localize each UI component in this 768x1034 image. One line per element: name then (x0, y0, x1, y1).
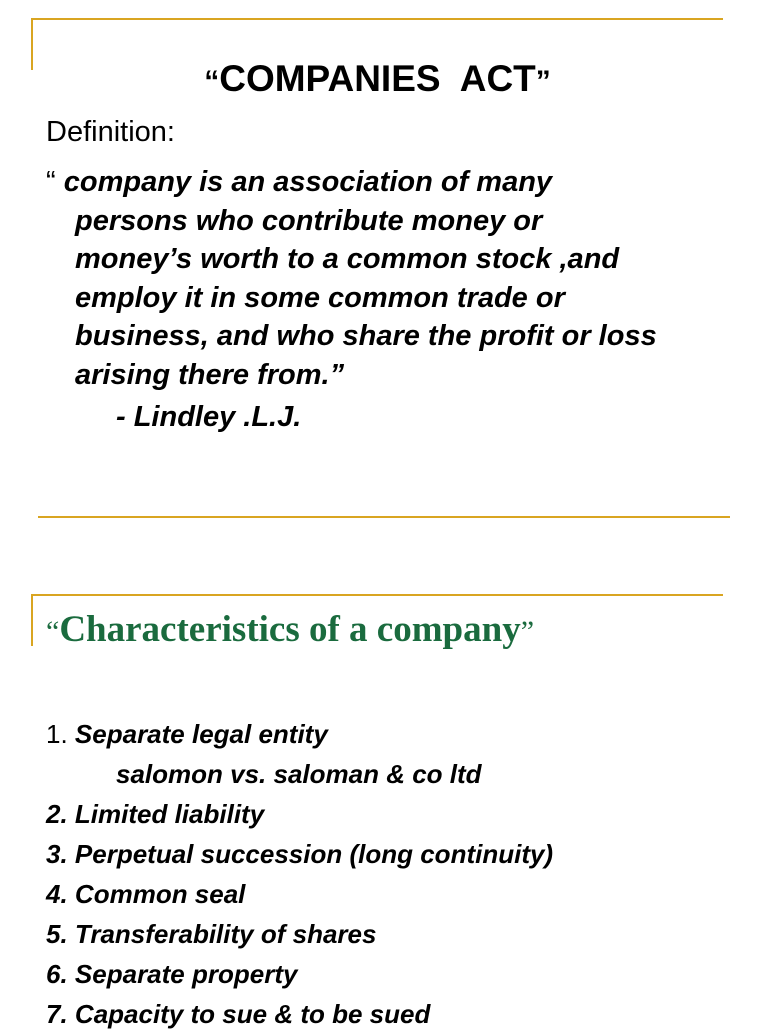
section-title-text: Characteristics of a company (59, 609, 521, 650)
list-item (46, 994, 553, 1034)
slide-border-top (31, 594, 723, 596)
list-item-text: Limited liability (67, 799, 265, 829)
characteristics-list (46, 714, 553, 1034)
list-item-text: Separate property (74, 959, 298, 989)
list-item-number: 5. (46, 919, 68, 949)
list-item-number: 4. (46, 879, 68, 909)
quote-line: business, and who share the profit or loss (75, 320, 657, 352)
page-title (0, 58, 755, 100)
title-close-quote: ” (535, 65, 551, 98)
quote-open-mark: “ (46, 166, 56, 198)
list-item-number: 1. (46, 719, 68, 749)
list-item (46, 794, 553, 834)
title-text: COMPANIES ACT (219, 58, 536, 99)
quote-line: money’s worth to a common stock ,and (75, 243, 620, 275)
section-title-open-quote: “ (46, 615, 60, 648)
definition-quote (46, 163, 746, 394)
quote-line: arising there from.” (75, 358, 345, 391)
slide-border-top (31, 18, 723, 20)
list-item (46, 714, 553, 754)
list-item-text: Separate legal entity (74, 719, 328, 749)
section-title-close-quote: ” (520, 615, 535, 648)
title-open-quote: “ (204, 65, 220, 98)
quote-line: employ it in some common trade or (75, 281, 565, 314)
slide-border-left (31, 594, 33, 646)
definition-label: Definition: (46, 116, 175, 148)
slide-divider (38, 516, 730, 518)
quote-line: persons who contribute money or (75, 204, 543, 237)
quote-author: - Lindley .L.J. (116, 401, 302, 433)
list-item-number: 3. (46, 839, 68, 869)
list-item-text: Perpetual succession (long continuity) (67, 839, 554, 869)
quote-line (46, 163, 746, 202)
list-item (46, 914, 553, 954)
list-item-number: 7. (46, 999, 68, 1029)
list-item-text: Common seal (74, 879, 246, 909)
section-title (46, 608, 534, 651)
list-item (46, 954, 553, 994)
list-item (46, 834, 553, 874)
list-item-text: Capacity to sue & to be sued (74, 999, 431, 1029)
list-item-number: 6. (46, 959, 68, 989)
list-item (46, 874, 553, 914)
list-item-number: 2. (46, 799, 68, 829)
list-item-subtext: salomon vs. saloman & co ltd (116, 759, 482, 789)
quote-line-text: company is an association of many (63, 166, 553, 198)
list-item-text: Transferability of shares (74, 919, 377, 949)
